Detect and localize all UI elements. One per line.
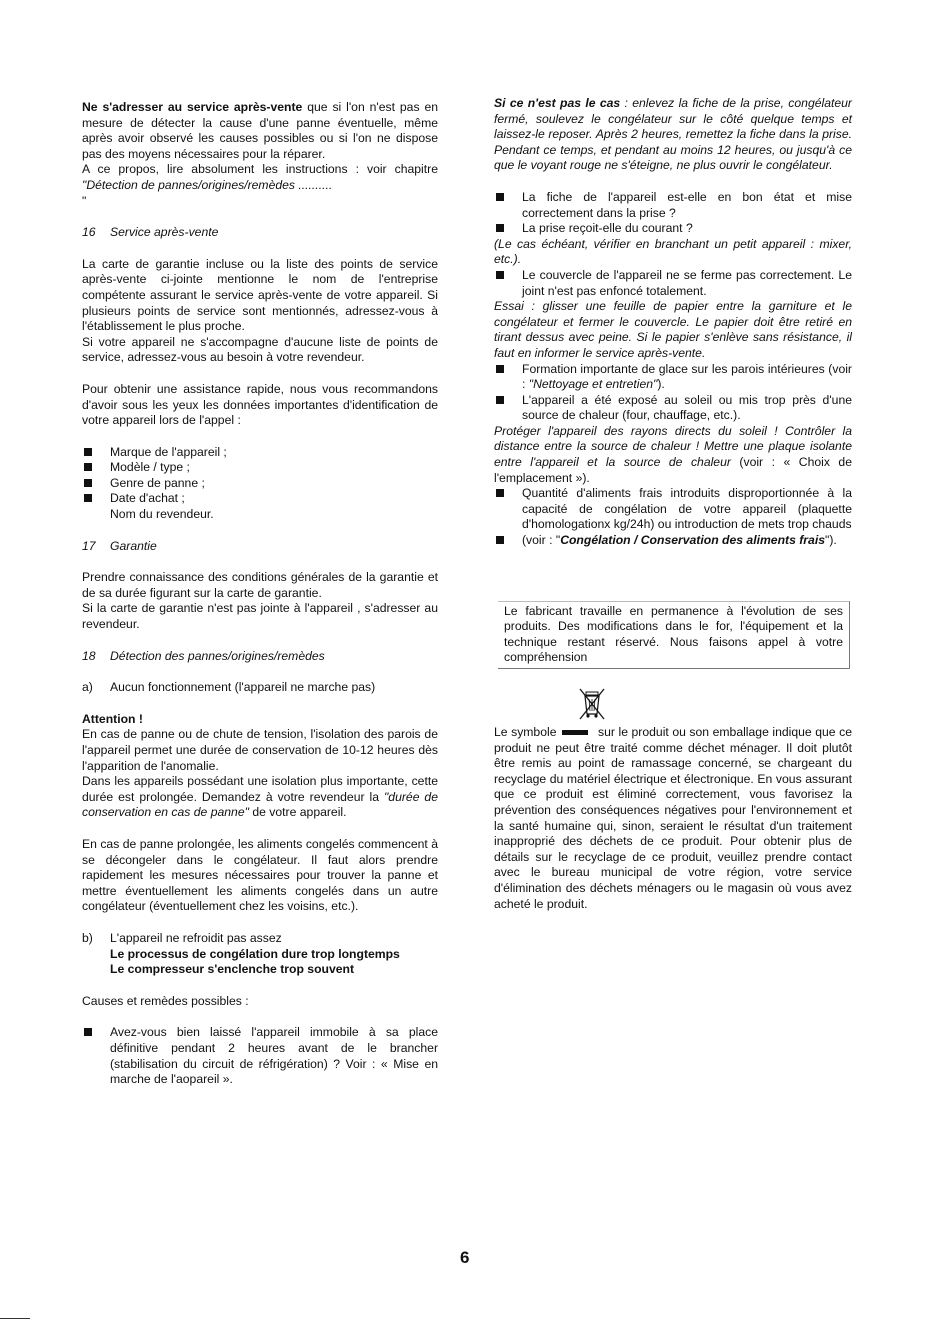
bullet-square-icon (496, 536, 504, 544)
attention-p1: En cas de panne ou de chute de tension, l'isolation des parois de l'appareil permet une durée de conservation de 10-12 heures dès l'apparition de l'anomalie. (82, 727, 438, 773)
list-item: L'appareil a été exposé au soleil ou mis trop près d'une source de chaleur (four, chauffage, etc.). Protéger l'appareil des rayons directs du soleil ! Contrôler la distance entre la source de chaleur ! Mettre une plaque isolante entre l'appareil et la source de chaleur (voir : « Choix de l'emplacement »). (494, 392, 852, 485)
checks-list (494, 190, 852, 549)
bullet-square-icon (84, 494, 92, 502)
right-column (494, 96, 852, 912)
subsection-b-line3: Le compresseur s'enclenche trop souvent (110, 962, 355, 977)
list-item: La prise reçoit-elle du courant ? (Le cas échéant, vérifier en branchant un petit appareil : mixer, etc.). (494, 221, 852, 267)
bullet-square-icon (496, 224, 504, 232)
left-column (82, 100, 438, 1088)
bullet-square-icon (496, 193, 504, 201)
list-item: (voir : "Congélation / Conservation des aliments frais"). (494, 533, 852, 549)
list-item: Quantité d'aliments frais introduits disproportionnée à la capacité de congélation de votre appareil (plaquette d'homologationx kg/24h) ou introduction de mets trop chauds (494, 486, 852, 533)
section-16-p2: Si votre appareil ne s'accompagne d'aucune liste de points de service, adressez-vous au besoin à votre revendeur. (82, 334, 438, 365)
section-17-heading (82, 539, 438, 555)
section-16-title: Service après-vente (110, 225, 219, 240)
recycling-paragraph: Le symbole sur le produit ou son emballage indique que ce produit ne peut être traité comme déchet ménager. Il doit plutôt être remis au point de ramassage concerné, se chargeant du recyclage du matériel électrique et électronique. En vous assurant que ce produit est éliminé correctement, vous favorisez la prévention des conséquences négatives pour l'environnement et la santé humaine qui, sinon, seraient le résultat d'un traitement inapproprié des déchets de ce produit. Pour obtenir plus de détails sur le recyclage de ce produit, veuillez prendre contact avec le bureau municipal de votre région, votre service d'élimination des déchets ménagers ou le magasin où vous avez acheté le produit. (494, 725, 852, 911)
section-16-number: 16 (82, 225, 96, 240)
section-18-heading (82, 649, 438, 665)
bullet-square-icon (496, 396, 504, 404)
causes-label: Causes et remèdes possibles : (82, 993, 249, 1008)
section-17-number: 17 (82, 538, 96, 553)
bullet-square-icon (496, 489, 504, 497)
intro-reference (82, 162, 438, 209)
bullet-square-icon (496, 271, 504, 279)
attention-p2: Dans les appareils possédant une isolation plus importante, cette durée est prolongée. Demandez à votre revendeur la "durée de conservation en cas de panne" de votre appareil. (82, 774, 438, 820)
list-item: Marque de l'appareil ; (82, 445, 438, 461)
intro-ref-italic: "Détection de pannes/origines/remèdes .......... (82, 177, 333, 192)
list-item: Avez-vous bien laissé l'appareil immobile à sa place définitive pendant 2 heures avant de le brancher (stabilisation du circuit de réfrigération) ? Voir : « Mise en marche de l'aopareil ». (82, 1025, 438, 1087)
manufacturer-notice-text: Le fabricant travaille en permanence à l'évolution de ses produits. Des modifications dans le for, l'équipement et la technique restant réservé. Nous faisons appel à votre compréhension (504, 603, 843, 665)
not-case-bold: Si ce n'est pas le cas (494, 96, 621, 110)
subsection-b-line2: Le processus de congélation dure trop longtemps (110, 946, 400, 961)
list-item: Genre de panne ; (82, 476, 438, 492)
section-17-p1: Prendre connaissance des conditions générales de la garantie et de sa durée figurant sur la carte de garantie. (82, 570, 438, 600)
bullet-square-icon (84, 1028, 92, 1036)
bullet-square-icon (496, 365, 504, 373)
intro-text: que si l'on n'est pas en mesure de détecter la cause d'une panne éventuelle, même après avoir observé les causes possibles ou si l'on ne dispose pas des moyens nécessaires pour la réparer. (82, 100, 438, 161)
section-17-title: Garantie (110, 538, 157, 553)
page-number: 6 (460, 1248, 470, 1267)
manufacturer-notice-box (498, 601, 850, 669)
not-case-text: : enlevez la fiche de la prise, congélateur fermé, soulevez le congélateur sur le côté quelque temps et laissez-le reposer. Après 2 heures, remettez la fiche dans la prise. Pendant ce temps, et pendant au moins 12 heures, ou jusqu'à ce que le voyant rouge ne s'éteigne, ne plus ouvrir le congélateur. (494, 96, 852, 173)
section-18-title: Détection des pannes/origines/remèdes (110, 648, 325, 663)
subsection-b-line1: L'appareil ne refroidit pas assez (110, 930, 282, 945)
bullet-square-icon (84, 479, 92, 487)
identification-list (82, 445, 438, 523)
footer-divider (0, 1318, 30, 1319)
intro-ref-end: " (82, 193, 87, 208)
list-item-last: Nom du revendeur. (110, 507, 214, 522)
intro-paragraph (82, 100, 438, 162)
crossed-bin-icon (578, 687, 606, 723)
weee-symbol-area (494, 687, 852, 725)
list-item: Modèle / type ; (82, 460, 438, 476)
list-item: Formation importante de glace sur les parois intérieures (voir : "Nettoyage et entretien"). (494, 362, 852, 393)
not-case-paragraph (494, 96, 852, 174)
section-16-p3: Pour obtenir une assistance rapide, nous vous recommandons d'avoir sous les yeux les données importantes d'identification de votre appareil lors de l'appel : (82, 381, 438, 428)
list-item: Date d'achat ; (82, 491, 438, 507)
causes-list (82, 1025, 438, 1087)
subsection-a-title: Aucun fonctionnement (l'appareil ne marche pas) (110, 680, 376, 695)
section-16-p1: La carte de garantie incluse ou la liste des points de service après-vente ci-jointe mentionne le nom de l'entreprise compétente assurant le service après-vente de votre appareil. Si plusieurs points de service sont mentionnés, adressez-vous à l'établissement le plus proche. (82, 256, 438, 334)
section-17-p2: Si la carte de garantie n'est pas jointe à l'appareil , s'adresser au revendeur. (82, 601, 438, 632)
bullet-square-icon (84, 448, 92, 456)
list-item: Le couvercle de l'appareil ne se ferme pas correctement. Le joint n'est pas enfoncé totalement. Essai : glisser une feuille de papier entre la garniture et le congélateur et fermer le couvercle. Le papier doit être retiré en tirant dessus avec peine. Si le papier s'enlève sans résistance, il faut en informer le service après-vente. (494, 267, 852, 360)
list-item: La fiche de l'appareil est-elle en bon état et mise correctement dans la prise ? (494, 190, 852, 221)
subsection-b: b) L'appareil ne refroidit pas assez Le processus de congélation dure trop longtemps Le compresseur s'enclenche trop souvent (82, 930, 400, 977)
weee-bar-icon (562, 730, 588, 735)
intro-ref-start: A ce propos, lire absolument les instructions : voir chapitre (82, 162, 438, 177)
bullet-square-icon (84, 463, 92, 471)
attention-label: Attention ! (82, 711, 143, 726)
subsection-a: a) Aucun fonctionnement (l'appareil ne marche pas) (82, 680, 376, 695)
attention-p3: En cas de panne prolongée, les aliments congelés commencent à se décongeler dans le congélateur. Il faut alors prendre rapidement les mesures nécessaires pour trouver la panne et mettre éventuellement les aliments congelés dans un autre congélateur (éventuellement chez les voisins, etc.). (82, 836, 438, 914)
section-16-heading (82, 225, 438, 241)
section-18-number: 18 (82, 648, 96, 663)
intro-bold: Ne s'adresser au service après-vente (82, 100, 303, 114)
